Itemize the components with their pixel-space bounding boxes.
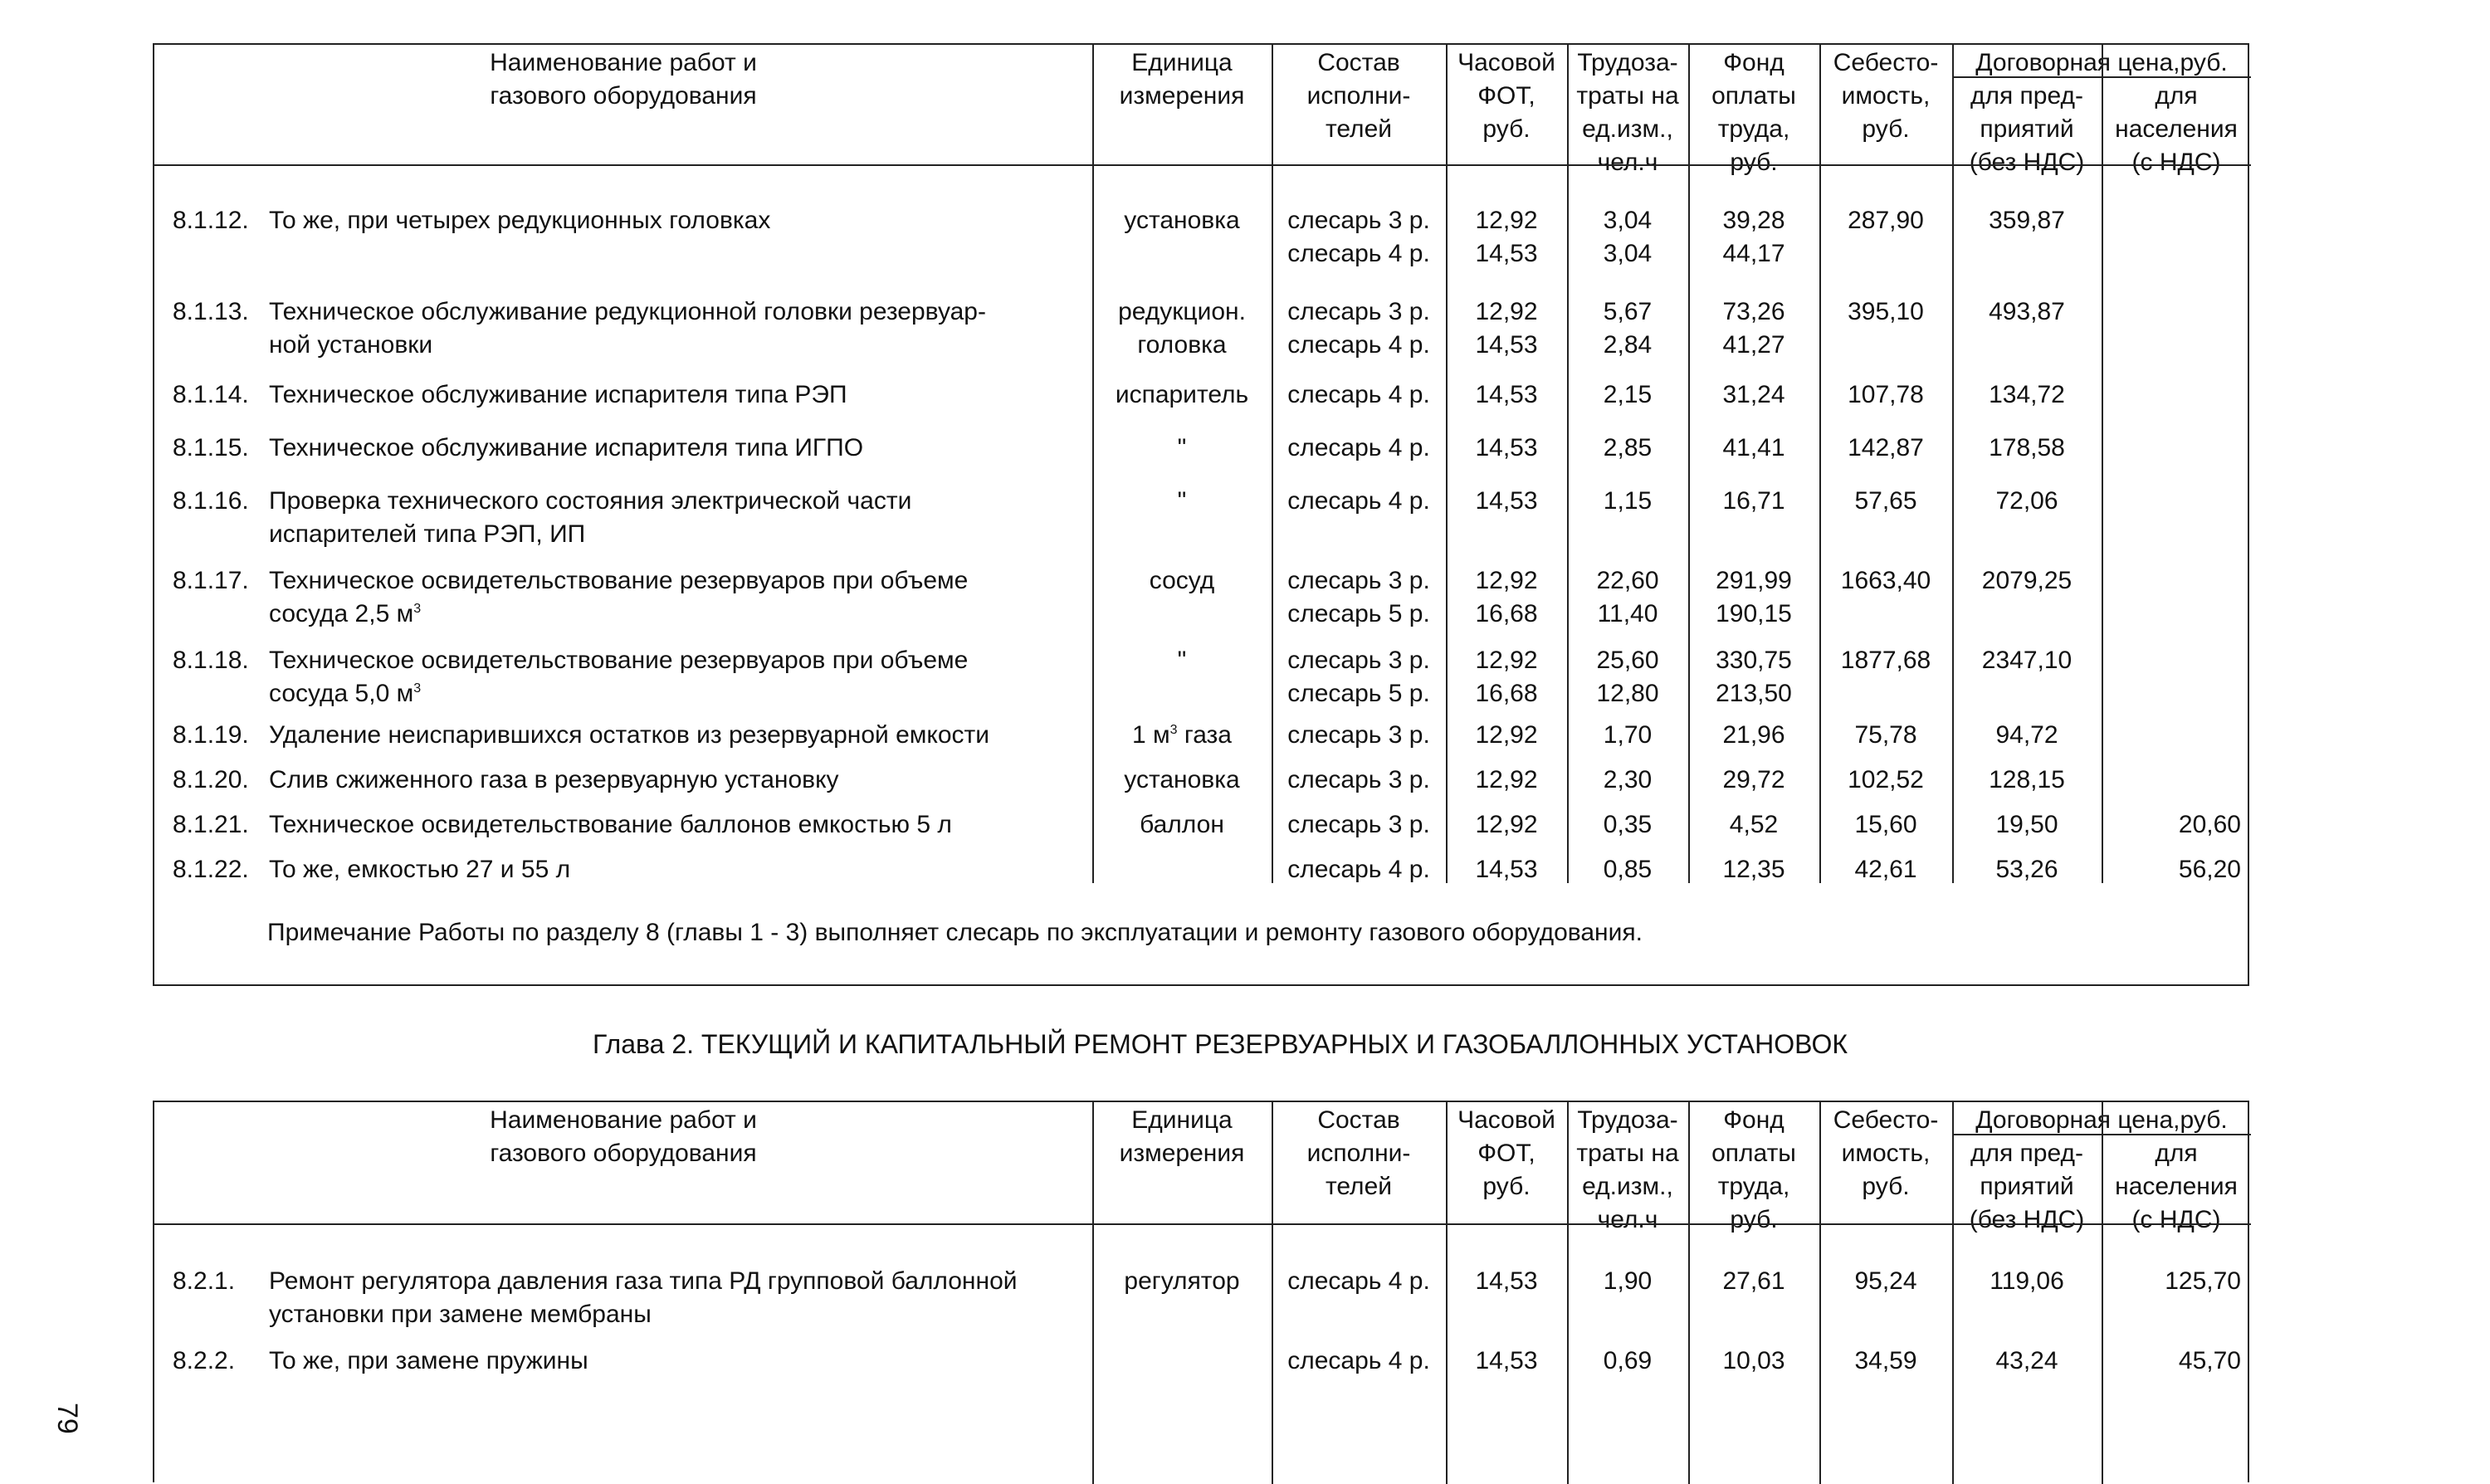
row-name: Техническое обслуживание испарителя типа РЭП	[269, 381, 847, 408]
row-staff: слесарь 3 р.	[1287, 766, 1430, 793]
row-name: То же, при замене пружины	[269, 1347, 588, 1374]
row-cost: 395,10	[1848, 298, 1924, 325]
row-unit: баллон	[1140, 811, 1224, 838]
row-hourly: 14,53	[1475, 1267, 1538, 1295]
row-fund: 190,15	[1716, 600, 1792, 627]
row-hourly: 16,68	[1475, 600, 1538, 627]
row-hourly: 14,53	[1475, 434, 1538, 461]
table-section-2	[153, 1101, 2249, 1482]
row-labor: 2,15	[1603, 381, 1653, 408]
row-hourly: 12,92	[1475, 207, 1538, 234]
row-code: 8.1.16.	[173, 487, 249, 515]
header-wage-fund: руб.	[1730, 1206, 1778, 1233]
header-cost: руб.	[1862, 1173, 1910, 1200]
row-ent: 53,26	[1995, 856, 2058, 883]
row-ent: 2079,25	[1981, 567, 2073, 594]
page-number: 79	[51, 1403, 83, 1434]
header-labor: чел.ч	[1597, 1206, 1658, 1233]
header-hourly-wage: руб.	[1482, 1173, 1531, 1200]
row-labor: 12,80	[1596, 680, 1659, 707]
row-staff: слесарь 4 р.	[1287, 1347, 1430, 1374]
row-labor: 3,04	[1603, 240, 1653, 267]
row-labor: 2,85	[1603, 434, 1653, 461]
row-cost: 1663,40	[1840, 567, 1931, 594]
row-hourly: 12,92	[1475, 647, 1538, 674]
header-labor: траты на	[1576, 82, 1679, 110]
row-code: 8.1.21.	[173, 811, 249, 838]
row-name: испарителей типа РЭП, ИП	[269, 520, 586, 548]
row-name: То же, емкостью 27 и 55 л	[269, 856, 571, 883]
row-labor: 5,67	[1603, 298, 1653, 325]
table-section-1	[153, 43, 2249, 986]
header-staff: исполни-	[1306, 1140, 1411, 1167]
row-code: 8.1.18.	[173, 647, 249, 674]
row-fund: 27,61	[1722, 1267, 1785, 1295]
header-labor: траты на	[1576, 1140, 1679, 1167]
row-staff: слесарь 4 р.	[1287, 1267, 1430, 1295]
row-fund: 12,35	[1722, 856, 1785, 883]
header-enterprises: (без НДС)	[1969, 149, 2085, 176]
row-staff: слесарь 4 р.	[1287, 434, 1430, 461]
row-labor: 1,15	[1603, 487, 1653, 515]
row-ent: 2347,10	[1981, 647, 2073, 674]
header-labor: ед.изм.,	[1582, 1173, 1673, 1200]
header-population: (с НДС)	[2131, 149, 2221, 176]
row-cost: 142,87	[1848, 434, 1924, 461]
row-ent: 359,87	[1989, 207, 2065, 234]
row-ent: 134,72	[1989, 381, 2065, 408]
row-staff: слесарь 5 р.	[1287, 680, 1430, 707]
row-unit: 1 $м^3$ газа	[1132, 721, 1232, 749]
header-staff: Состав	[1317, 49, 1400, 76]
row-fund: 41,27	[1722, 331, 1785, 359]
row-cost: 15,60	[1854, 811, 1917, 838]
row-labor: 0,85	[1603, 856, 1653, 883]
row-fund: 73,26	[1722, 298, 1785, 325]
header-staff: телей	[1325, 115, 1393, 143]
row-cost: 107,78	[1848, 381, 1924, 408]
row-staff: слесарь 3 р.	[1287, 207, 1430, 234]
row-cost: 34,59	[1854, 1347, 1917, 1374]
row-unit: редукцион.	[1118, 298, 1246, 325]
row-name: Техническое освидетельствование резервуаров при объеме	[269, 567, 969, 594]
header-hourly-wage: Часовой	[1457, 49, 1555, 76]
row-staff: слесарь 4 р.	[1287, 331, 1430, 359]
header-name: Наименование работ и	[490, 1106, 757, 1134]
column-divider	[2102, 45, 2103, 883]
header-enterprises: (без НДС)	[1969, 1206, 2085, 1233]
row-fund: 29,72	[1722, 766, 1785, 793]
row-labor: 22,60	[1596, 567, 1659, 594]
row-fund: 44,17	[1722, 240, 1785, 267]
row-cost: 42,61	[1854, 856, 1917, 883]
header-staff: телей	[1325, 1173, 1393, 1200]
row-name: Удаление неиспарившихся остатков из резервуарной емкости	[269, 721, 990, 749]
row-cost: 1877,68	[1840, 647, 1931, 674]
row-ent: 128,15	[1989, 766, 2065, 793]
row-fund: 291,99	[1716, 567, 1792, 594]
row-fund: 39,28	[1722, 207, 1785, 234]
row-unit: "	[1177, 434, 1187, 461]
header-contract-price: Договорная цена,руб.	[1975, 49, 2228, 76]
header-cost: Себесто-	[1833, 49, 1939, 76]
row-staff: слесарь 4 р.	[1287, 856, 1430, 883]
row-fund: 16,71	[1722, 487, 1785, 515]
row-code: 8.1.17.	[173, 567, 249, 594]
row-fund: 41,41	[1722, 434, 1785, 461]
header-enterprises: для пред-	[1970, 82, 2084, 110]
header-cost: Себесто-	[1833, 1106, 1939, 1134]
header-name: газового оборудования	[490, 82, 757, 110]
header-unit: измерения	[1119, 82, 1245, 110]
row-fund: 21,96	[1722, 721, 1785, 749]
row-name: сосуда 2,5 $м^3$	[269, 600, 422, 627]
row-labor: 3,04	[1603, 207, 1653, 234]
row-hourly: 14,53	[1475, 331, 1538, 359]
row-ent: 178,58	[1989, 434, 2065, 461]
row-labor: 0,69	[1603, 1347, 1653, 1374]
row-code: 8.2.1.	[173, 1267, 236, 1295]
row-unit: испаритель	[1115, 381, 1249, 408]
row-hourly: 12,92	[1475, 766, 1538, 793]
header-labor: чел.ч	[1597, 149, 1658, 176]
row-unit: установка	[1124, 766, 1240, 793]
row-fund: 330,75	[1716, 647, 1792, 674]
row-name: Слив сжиженного газа в резервуарную установку	[269, 766, 839, 793]
row-hourly: 14,53	[1475, 487, 1538, 515]
row-labor: 1,90	[1603, 1267, 1653, 1295]
row-name: установки при замене мембраны	[269, 1301, 652, 1328]
row-cost: 75,78	[1854, 721, 1917, 749]
row-staff: слесарь 4 р.	[1287, 487, 1430, 515]
header-unit: Единица	[1131, 49, 1233, 76]
row-ent: 493,87	[1989, 298, 2065, 325]
row-staff: слесарь 4 р.	[1287, 240, 1430, 267]
header-labor: Трудоза-	[1577, 1106, 1678, 1134]
header-divider	[154, 164, 2251, 166]
header-wage-fund: Фонд	[1723, 49, 1784, 76]
row-name: Ремонт регулятора давления газа типа РД групповой баллонной	[269, 1267, 1018, 1295]
header-wage-fund: руб.	[1730, 149, 1778, 176]
row-ent: 43,24	[1995, 1347, 2058, 1374]
row-name: ной установки	[269, 331, 433, 359]
row-code: 8.1.20.	[173, 766, 249, 793]
row-unit: "	[1177, 487, 1187, 515]
row-code: 8.2.2.	[173, 1347, 236, 1374]
row-cost: 287,90	[1848, 207, 1924, 234]
row-staff: слесарь 4 р.	[1287, 381, 1430, 408]
row-fund: 31,24	[1722, 381, 1785, 408]
header-cost: имость,	[1841, 82, 1931, 110]
row-name: сосуда 5,0 $м^3$	[269, 680, 422, 707]
row-unit: головка	[1137, 331, 1227, 359]
header-hourly-wage: руб.	[1482, 115, 1531, 143]
row-name: Проверка технического состояния электрической части	[269, 487, 912, 515]
row-labor: 25,60	[1596, 647, 1659, 674]
row-code: 8.1.14.	[173, 381, 249, 408]
row-hourly: 12,92	[1475, 811, 1538, 838]
header-population: для	[2155, 1140, 2198, 1167]
table-note: Примечание Работы по разделу 8 (главы 1 - 3) выполняет слесарь по эксплуатации и ремонту газового оборудования.	[267, 919, 1643, 946]
row-ent: 72,06	[1995, 487, 2058, 515]
header-unit: Единица	[1131, 1106, 1233, 1134]
row-cost: 57,65	[1854, 487, 1917, 515]
row-fund: 4,52	[1729, 811, 1779, 838]
header-population: населения	[2115, 1173, 2238, 1200]
header-population: (с НДС)	[2131, 1206, 2221, 1233]
header-labor: ед.изм.,	[1582, 115, 1673, 143]
row-labor: 11,40	[1597, 600, 1658, 627]
header-wage-fund: труда,	[1717, 115, 1790, 143]
header-hourly-wage: Часовой	[1457, 1106, 1555, 1134]
row-unit: сосуд	[1149, 567, 1215, 594]
row-hourly: 12,92	[1475, 298, 1538, 325]
header-wage-fund: труда,	[1717, 1173, 1790, 1200]
row-staff: слесарь 3 р.	[1287, 647, 1430, 674]
row-staff: слесарь 3 р.	[1287, 298, 1430, 325]
row-code: 8.1.19.	[173, 721, 249, 749]
header-enterprises: приятий	[1980, 115, 2074, 143]
header-cost: имость,	[1841, 1140, 1931, 1167]
row-labor: 2,84	[1603, 331, 1653, 359]
row-code: 8.1.13.	[173, 298, 249, 325]
row-name: Техническое освидетельствование баллонов емкостью 5 л	[269, 811, 952, 838]
header-unit: измерения	[1119, 1140, 1245, 1167]
row-pop: 56,20	[2178, 856, 2241, 883]
row-fund: 213,50	[1716, 680, 1792, 707]
row-hourly: 14,53	[1475, 856, 1538, 883]
row-ent: 19,50	[1995, 811, 2058, 838]
row-labor: 2,30	[1603, 766, 1653, 793]
row-hourly: 16,68	[1475, 680, 1538, 707]
header-population: населения	[2115, 115, 2238, 143]
row-staff: слесарь 3 р.	[1287, 721, 1430, 749]
row-labor: 0,35	[1603, 811, 1653, 838]
row-unit: установка	[1124, 207, 1240, 234]
header-enterprises: приятий	[1980, 1173, 2074, 1200]
row-pop: 125,70	[2165, 1267, 2241, 1295]
header-cost: руб.	[1862, 115, 1910, 143]
row-unit: регулятор	[1124, 1267, 1240, 1295]
header-hourly-wage: ФОТ,	[1477, 1140, 1536, 1167]
header-staff: исполни-	[1306, 82, 1411, 110]
chapter-title: Глава 2. ТЕКУЩИЙ И КАПИТАЛЬНЫЙ РЕМОНТ РЕЗЕРВУАРНЫХ И ГАЗОБАЛЛОННЫХ УСТАНОВОК	[593, 1029, 1848, 1059]
row-code: 8.1.22.	[173, 856, 249, 883]
header-divider	[154, 1223, 2251, 1225]
row-pop: 20,60	[2178, 811, 2241, 838]
header-staff: Состав	[1317, 1106, 1400, 1134]
header-enterprises: для пред-	[1970, 1140, 2084, 1167]
row-hourly: 12,92	[1475, 721, 1538, 749]
row-code: 8.1.15.	[173, 434, 249, 461]
row-hourly: 14,53	[1475, 1347, 1538, 1374]
row-code: 8.1.12.	[173, 207, 249, 234]
row-pop: 45,70	[2178, 1347, 2241, 1374]
row-name: Техническое обслуживание редукционной головки резервуар-	[269, 298, 986, 325]
row-hourly: 12,92	[1475, 567, 1538, 594]
header-hourly-wage: ФОТ,	[1477, 82, 1536, 110]
header-wage-fund: оплаты	[1711, 1140, 1796, 1167]
header-wage-fund: Фонд	[1723, 1106, 1784, 1134]
row-unit: "	[1177, 647, 1187, 674]
row-staff: слесарь 5 р.	[1287, 600, 1430, 627]
row-fund: 10,03	[1722, 1347, 1785, 1374]
header-labor: Трудоза-	[1577, 49, 1678, 76]
row-staff: слесарь 3 р.	[1287, 567, 1430, 594]
header-population: для	[2155, 82, 2198, 110]
row-ent: 119,06	[1990, 1267, 2064, 1295]
header-contract-price: Договорная цена,руб.	[1975, 1106, 2228, 1134]
row-name: То же, при четырех редукционных головках	[269, 207, 771, 234]
row-name: Техническое освидетельствование резервуаров при объеме	[269, 647, 969, 674]
row-hourly: 14,53	[1475, 381, 1538, 408]
header-wage-fund: оплаты	[1711, 82, 1796, 110]
row-ent: 94,72	[1995, 721, 2058, 749]
row-cost: 102,52	[1848, 766, 1924, 793]
header-name: газового оборудования	[490, 1140, 757, 1167]
header-name: Наименование работ и	[490, 49, 757, 76]
row-name: Техническое обслуживание испарителя типа ИГПО	[269, 434, 864, 461]
row-hourly: 14,53	[1475, 240, 1538, 267]
row-labor: 1,70	[1603, 721, 1653, 749]
row-staff: слесарь 3 р.	[1287, 811, 1430, 838]
row-cost: 95,24	[1854, 1267, 1917, 1295]
